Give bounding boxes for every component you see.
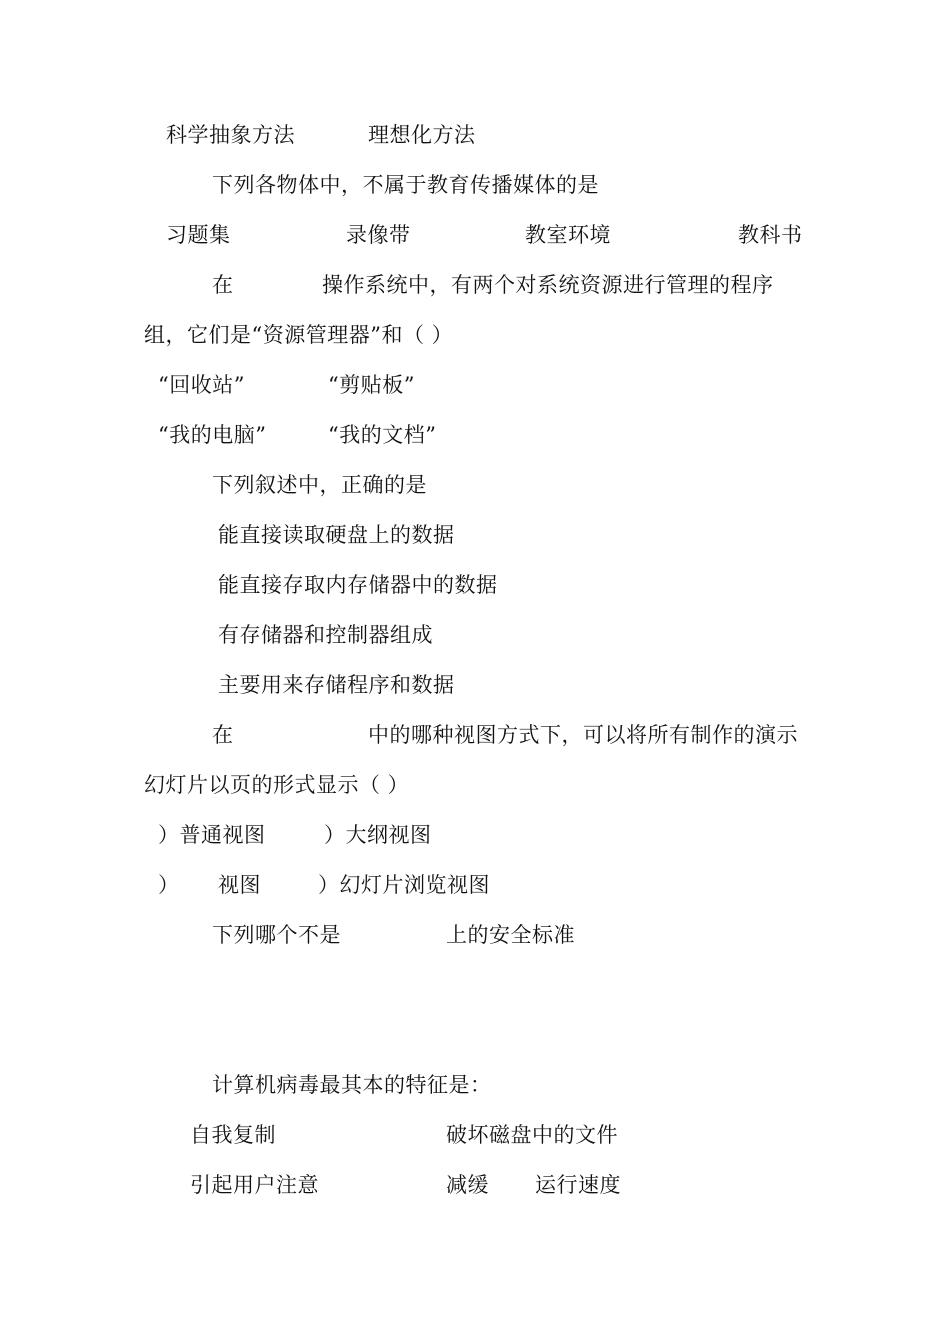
option-b-text: 能直接存取内存储器中的数据: [218, 573, 498, 597]
question-stem-part: 组，它们是“资源管理器”和（ ）: [144, 323, 454, 347]
option-d-text: 理想化方法: [368, 123, 476, 147]
question-stem: 下列叙述中，正确的是: [212, 473, 427, 497]
question-stem-part: 幻灯片以页的形式显示（ ）: [144, 773, 410, 797]
option-a-text: “回收站”: [158, 373, 245, 397]
option-c-text: 教室环境: [525, 223, 611, 247]
question-stem-part: 在: [212, 723, 234, 747]
option-a-text: 自我复制: [190, 1123, 276, 1147]
option-a-text: 能直接读取硬盘上的数据: [218, 523, 455, 547]
option-c-text: 引起用户注意: [190, 1173, 319, 1197]
option-b-text: ）大纲视图: [324, 823, 432, 847]
option-d-text: 教科书: [738, 223, 803, 247]
option-b-text: “剪贴板”: [328, 373, 415, 397]
option-d-text: “我的文档”: [328, 423, 437, 447]
option-d-text: 减缓: [446, 1173, 489, 1197]
option-b-text: 录像带: [346, 223, 411, 247]
question-stem-part: 操作系统中，有两个对系统资源进行管理的程序: [322, 273, 774, 297]
question-stem: 计算机病毒最其本的特征是：: [212, 1073, 492, 1097]
option-d-text: 运行速度: [535, 1173, 621, 1197]
question-stem-part: 上的安全标准: [446, 923, 575, 947]
option-a-text: 习题集: [166, 223, 231, 247]
option-d-text: ）幻灯片浏览视图: [318, 873, 490, 897]
option-c-text: 科学抽象方法: [166, 123, 295, 147]
option-c-text: 有存储器和控制器组成: [218, 623, 433, 647]
option-a-text: ）普通视图: [158, 823, 266, 847]
option-b-text: 破坏磁盘中的文件: [446, 1123, 618, 1147]
question-stem-part: 在: [212, 273, 234, 297]
question-stem-part: 下列哪个不是: [212, 923, 341, 947]
option-c-text: ）: [158, 873, 180, 897]
question-stem: 下列各物体中，不属于教育传播媒体的是: [212, 173, 599, 197]
option-d-text: 主要用来存储程序和数据: [218, 673, 455, 697]
question-stem-part: 中的哪种视图方式下，可以将所有制作的演示: [368, 723, 798, 747]
option-c-text: 视图: [218, 873, 261, 897]
option-c-text: “我的电脑”: [158, 423, 267, 447]
